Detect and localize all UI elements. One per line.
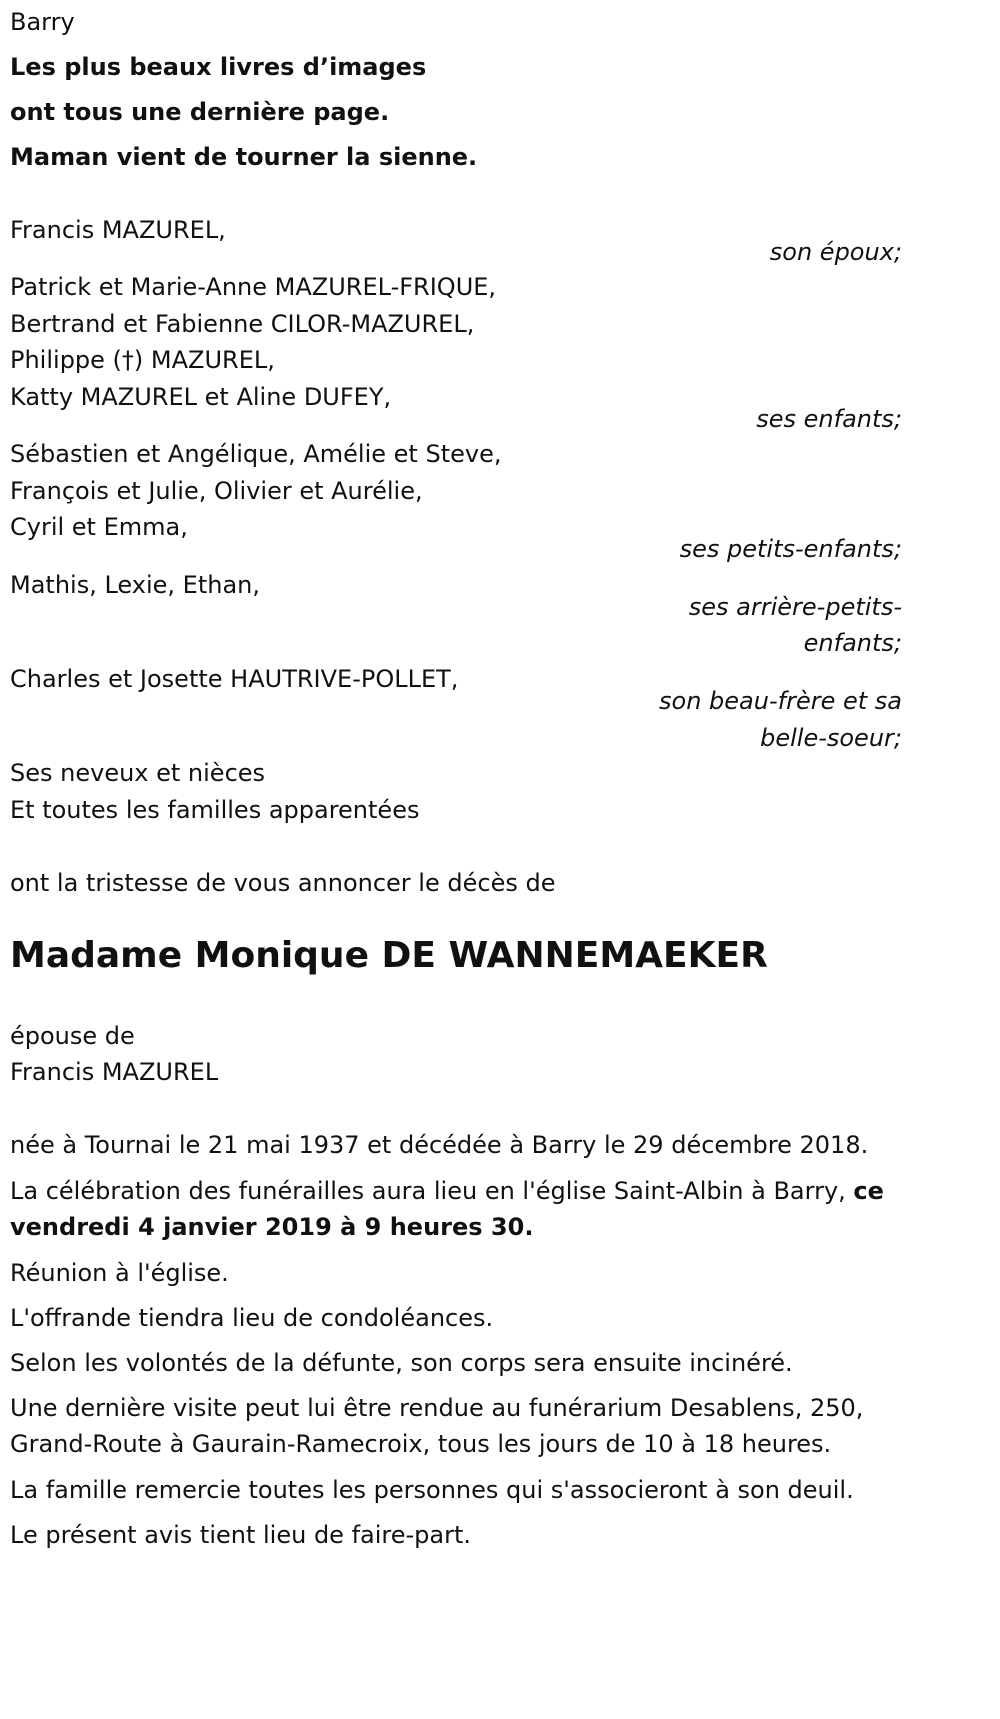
birth-death: née à Tournai le 21 mai 1937 et décédée à Barry le 29 décembre 2018.	[10, 1131, 869, 1159]
place-heading: Barry	[10, 8, 75, 36]
funeral-text: La célébration des funérailles aura lieu en l'église Saint-Albin à Barry,	[10, 1177, 854, 1205]
child-name: Bertrand et Fabienne CILOR-MAZUREL,	[10, 310, 475, 338]
other-relatives-line-2: Et toutes les familles apparentées	[10, 796, 420, 824]
detail-line: Réunion à l'église.	[10, 1259, 229, 1287]
child-name: Katty MAZUREL et Aline DUFEY,	[10, 383, 392, 411]
grandchild-name: François et Julie, Olivier et Aurélie,	[10, 477, 423, 505]
in-law-name: Charles et Josette HAUTRIVE-POLLET,	[10, 665, 459, 693]
grandchild-name: Cyril et Emma,	[10, 513, 188, 541]
visit-line-2: Grand-Route à Gaurain-Ramecroix, tous les jours de 10 à 18 heures.	[10, 1430, 832, 1458]
quote-line-3: Maman vient de tourner la sienne.	[10, 143, 478, 171]
other-relatives-line-1: Ses neveux et nièces	[10, 759, 266, 787]
children-relation: ses enfants;	[756, 405, 902, 433]
grandchildren-relation: ses petits-enfants;	[679, 535, 902, 563]
quote-line-1: Les plus beaux livres d’images	[10, 53, 427, 81]
deceased-name: Madame Monique DE WANNEMAEKER	[10, 935, 768, 976]
in-law-relation-line-2: belle-soeur;	[760, 724, 902, 752]
child-name: Philippe (†) MAZUREL,	[10, 346, 275, 374]
funeral-line-1	[10, 1177, 884, 1205]
visit-line-1: Une dernière visite peut lui être rendue au funérarium Desablens, 250,	[10, 1394, 864, 1422]
great-grandchild-name: Mathis, Lexie, Ethan,	[10, 571, 260, 599]
spouse-name: Francis MAZUREL,	[10, 216, 226, 244]
quote-line-2: ont tous une dernière page.	[10, 98, 390, 126]
child-name: Patrick et Marie-Anne MAZUREL-FRIQUE,	[10, 273, 497, 301]
spouse-relation: son époux;	[769, 238, 902, 266]
funeral-date: vendredi 4 janvier 2019 à 9 heures 30.	[10, 1213, 534, 1241]
spouse-of-name: Francis MAZUREL	[10, 1058, 219, 1086]
funeral-date-start: ce	[853, 1177, 884, 1205]
great-grandchildren-relation-line-1: ses arrière-petits-	[688, 593, 902, 621]
closing-line: Le présent avis tient lieu de faire-part.	[10, 1521, 472, 1549]
in-law-relation-line-1: son beau-frère et sa	[659, 687, 902, 715]
closing-line: La famille remercie toutes les personnes qui s'associeront à son deuil.	[10, 1476, 854, 1504]
detail-line: Selon les volontés de la défunte, son corps sera ensuite incinéré.	[10, 1349, 793, 1377]
detail-line: L'offrande tiendra lieu de condoléances.	[10, 1304, 494, 1332]
grandchild-name: Sébastien et Angélique, Amélie et Steve,	[10, 440, 502, 468]
spouse-of-label: épouse de	[10, 1022, 135, 1050]
great-grandchildren-relation-line-2: enfants;	[803, 629, 902, 657]
announcement: ont la tristesse de vous annoncer le décès de	[10, 869, 556, 897]
